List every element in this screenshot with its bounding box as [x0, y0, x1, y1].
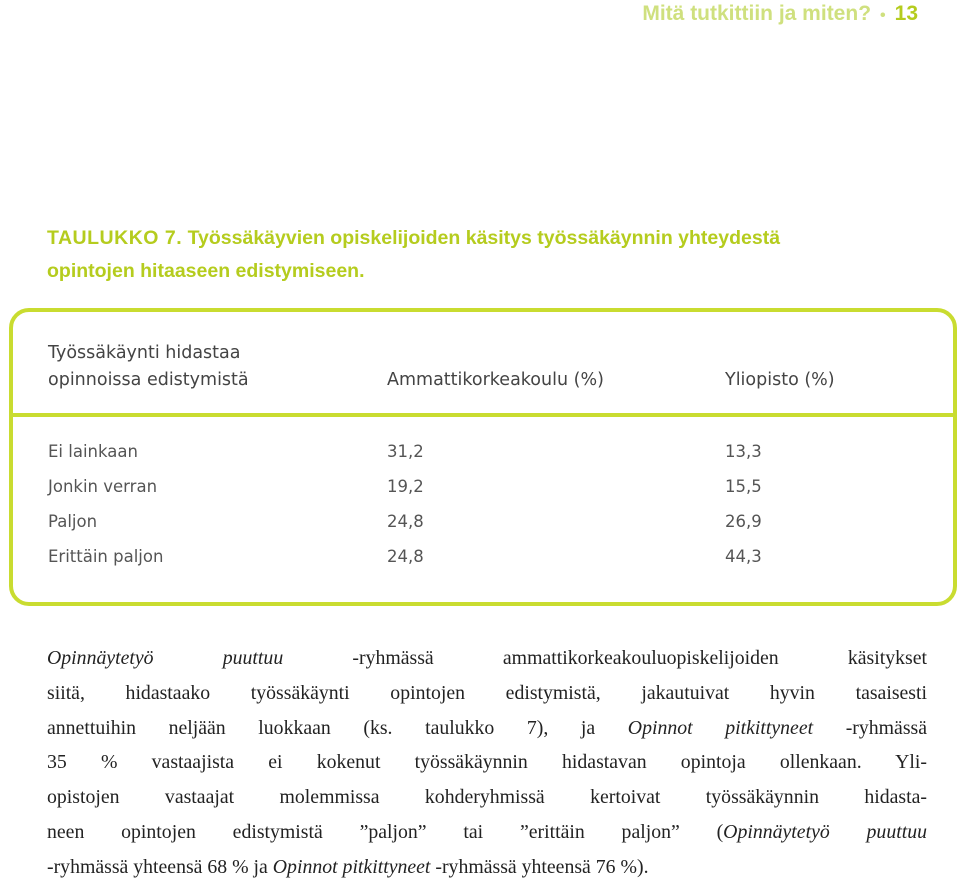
- body-paragraph: [47, 641, 927, 885]
- page-number: 13: [894, 2, 918, 25]
- italic-group-name: Opinnot pitkittyneet: [627, 716, 814, 739]
- paragraph-line: [47, 850, 927, 885]
- row-label: Ei lainkaan: [48, 442, 138, 461]
- row-yo-value: 15,5: [725, 477, 762, 496]
- italic-group-name: Opinnäytetyö puuttuu: [47, 647, 284, 669]
- text-run: -ryhmässä: [813, 716, 927, 739]
- running-head-section: Mitä tutkittiin ja miten?: [642, 2, 872, 25]
- row-label: Jonkin verran: [48, 477, 158, 496]
- text-run: -ryhmässä yhteensä 68 % ja: [47, 855, 273, 878]
- paragraph-line: [47, 711, 927, 746]
- italic-group-name: Opinnot pitkittyneet: [272, 855, 431, 878]
- row-amk-value: 24,8: [387, 512, 424, 531]
- header-col2: Ammattikorkeakoulu (%): [387, 370, 604, 390]
- caption-label: TAULUKKO 7.: [47, 227, 183, 249]
- header-divider: [9, 413, 957, 417]
- text-run: annettuihin neljään luokkaan (ks. taulukko 7), ja: [47, 716, 628, 739]
- text-run: -ryhmässä ammattikorkeakouluopiskelijoiden käsitykset: [283, 647, 927, 669]
- caption-title-line1: Työssäkäyvien opiskelijoiden käsitys työssäkäynnin yhteydestä: [187, 227, 781, 249]
- row-label: Paljon: [48, 512, 98, 531]
- table-caption: [47, 222, 927, 288]
- row-yo-value: 13,3: [725, 442, 762, 461]
- row-amk-value: 24,8: [387, 547, 424, 566]
- caption-title-line2: opintojen hitaaseen edistymiseen.: [47, 260, 365, 282]
- header-col3: Yliopisto (%): [725, 370, 835, 390]
- paragraph-line: [47, 815, 927, 850]
- paragraph-line: [47, 641, 927, 676]
- row-yo-value: 44,3: [725, 547, 762, 566]
- italic-group-name: Opinnäytetyö puuttuu: [723, 820, 927, 843]
- header-col1: [48, 340, 249, 394]
- running-head: [642, 2, 918, 26]
- header-col1-line2: opinnoissa edistymistä: [48, 370, 249, 390]
- text-run: -ryhmässä yhteensä 76 %).: [430, 855, 649, 878]
- row-amk-value: 31,2: [387, 442, 424, 461]
- text-run: neen opintojen edistymistä ”paljon” tai ”erittäin paljon” (: [47, 820, 724, 843]
- row-amk-value: 19,2: [387, 477, 424, 496]
- data-table: [9, 308, 957, 606]
- header-col1-line1: Työssäkäynti hidastaa: [48, 343, 241, 363]
- running-head-separator: •: [880, 7, 886, 24]
- paragraph-line: 35 % vastaajista ei kokenut työssäkäynnin hidastavan opintoja ollenkaan. Yli-: [47, 751, 927, 774]
- row-yo-value: 26,9: [725, 512, 762, 531]
- paragraph-line: opistojen vastaajat molemmissa kohderyhmissä kertoivat työssäkäynnin hidasta-: [47, 786, 927, 809]
- row-label: Erittäin paljon: [48, 547, 164, 566]
- paragraph-line: siitä, hidastaako työssäkäynti opintojen edistymistä, jakautuivat hyvin tasaisesti: [47, 681, 927, 704]
